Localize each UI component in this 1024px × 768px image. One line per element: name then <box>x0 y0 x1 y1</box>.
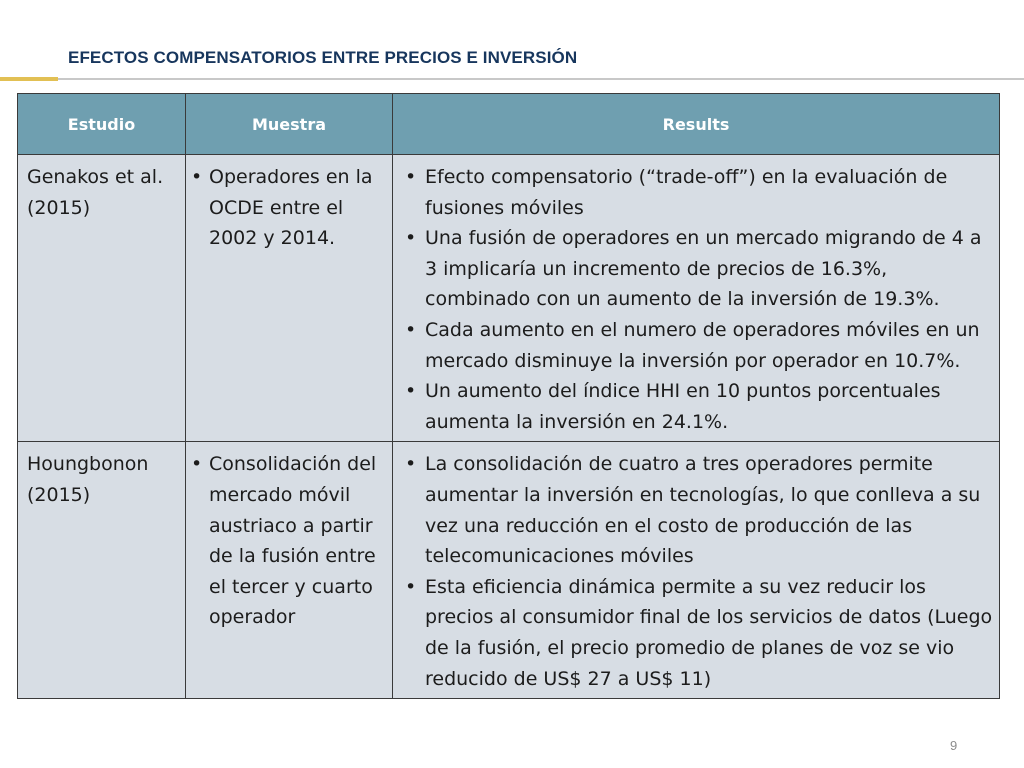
result-bullet: • Una fusión de operadores en un mercado migrando de 4 a 3 implicaría un incremento de precios de 16.3%, combinado con un aumento de la inversión de 19.3%. <box>403 223 993 315</box>
sample-cell <box>186 155 393 442</box>
table-row <box>18 442 1000 699</box>
title-divider-line <box>58 78 1024 80</box>
results-cell <box>393 155 1000 442</box>
slide-title: EFECTOS COMPENSATORIOS ENTRE PRECIOS E INVERSIÓN <box>68 48 578 67</box>
studies-table <box>17 93 1000 699</box>
table-row <box>18 155 1000 442</box>
header-estudio: Estudio <box>18 94 186 155</box>
results-cell <box>393 442 1000 699</box>
result-bullet: • Efecto compensatorio (“trade-off”) en la evaluación de fusiones móviles <box>403 162 993 223</box>
sample-bullet: • Operadores en la OCDE entre el 2002 y 2014. <box>190 162 384 254</box>
result-bullet: • Un aumento del índice HHI en 10 puntos porcentuales aumenta la inversión en 24.1%. <box>403 376 993 437</box>
result-bullet: • Esta eficiencia dinámica permite a su vez reducir los precios al consumidor final de los servicios de datos (Luego de la fusión, el precio promedio de planes de voz se vio reducido de US$ 27 a US$ 11) <box>403 572 993 694</box>
table-header-row <box>18 94 1000 155</box>
result-bullet: • Cada aumento en el numero de operadores móviles en un mercado disminuye la inversión por operador en 10.7%. <box>403 315 993 376</box>
title-accent-bar <box>0 77 58 81</box>
header-muestra: Muestra <box>186 94 393 155</box>
sample-cell <box>186 442 393 699</box>
sample-bullet: • Consolidación del mercado móvil austriaco a partir de la fusión entre el tercer y cuarto operador <box>190 449 384 633</box>
header-results: Results <box>393 94 1000 155</box>
study-cell: Houngbonon (2015) <box>18 442 186 699</box>
study-cell: Genakos et al. (2015) <box>18 155 186 442</box>
page-number: 9 <box>950 738 958 753</box>
result-bullet: • La consolidación de cuatro a tres operadores permite aumentar la inversión en tecnologías, lo que conlleva a su vez una reducción en el costo de producción de las telecomunicaciones móviles <box>403 449 993 571</box>
